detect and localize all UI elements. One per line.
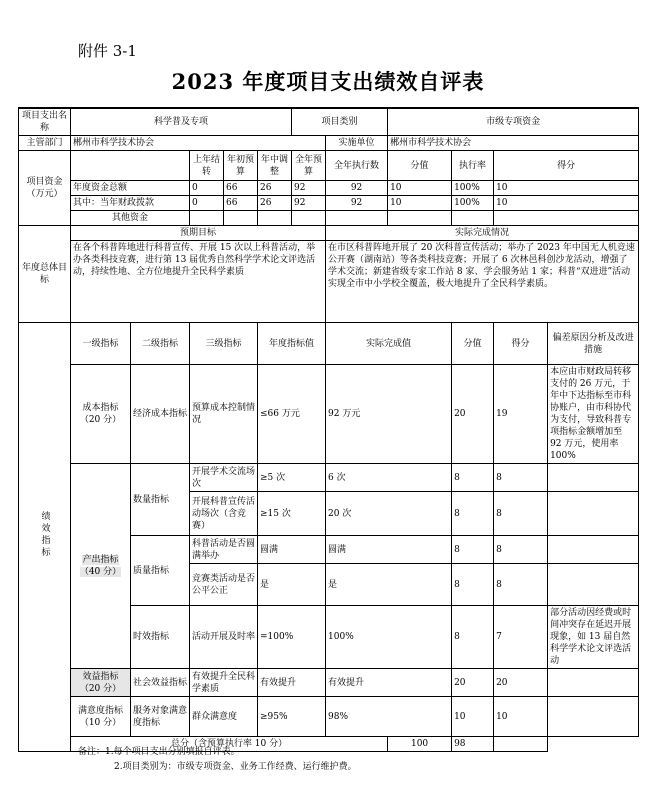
- funds-cell: 10: [494, 196, 639, 211]
- quantity-target: ≥15 次: [258, 492, 326, 536]
- actual-result-text: 在市区科普阵地开展了 20 次科普宣传活动；举办了 2023 年中国无人机竞速公开赛（湖南站）等各类科技竞赛；开展了 6 次林邑科创沙龙活动，增强了学术交流；新建省级专家工作站 8 家、学会服务站 1 家；科普“双进进”活动实现全市中小学校全覆盖，极大地提升了全民科学素质。: [326, 241, 639, 323]
- table-row: [19, 196, 639, 211]
- quality-target: 是: [258, 564, 326, 606]
- perf-label-cell: [19, 323, 71, 752]
- notes: [78, 745, 357, 775]
- quantity-l3: 开展科普宣传活动场次（含竞赛）: [190, 492, 258, 536]
- page-title: 2023 年度项目支出绩效自评表: [171, 69, 485, 94]
- cost-actual: 92 万元: [326, 365, 452, 464]
- quality-reason: [548, 564, 639, 606]
- time-l3: 活动开展及时率: [190, 606, 258, 669]
- benefit-l3: 有效提升全民科学素质: [190, 669, 258, 697]
- quality-l2: 质量指标: [131, 536, 190, 606]
- table-row: [19, 669, 639, 697]
- funds-header: 年初预算: [224, 151, 258, 181]
- dept-value: 郴州市科学技术协会: [71, 136, 326, 151]
- funds-cell: 0: [190, 196, 224, 211]
- table-row: [19, 181, 639, 196]
- cost-target: ≤66 万元: [258, 365, 326, 464]
- cost-l3: 预算成本控制情况: [190, 365, 258, 464]
- funds-header: 上年结转: [190, 151, 224, 181]
- note-1: 备注：1.每个项目支出分别填报自评表。: [78, 747, 240, 757]
- satisfaction-target: ≥95%: [258, 697, 326, 737]
- funds-header: 年中调整: [258, 151, 292, 181]
- time-target: =100%: [258, 606, 326, 669]
- quantity-reason: [548, 464, 639, 492]
- quality-l3: 科普活动是否圆满举办: [190, 536, 258, 564]
- quantity-score: 8: [452, 492, 494, 536]
- cost-reason: 本应由市财政局转移支付的 26 万元，于年中下达指标至市科协账户，由市科协代为支付，导致科普专项指标金额增加至 92 万元，使用率 100%: [548, 365, 639, 464]
- funds-cell: 100%: [452, 196, 494, 211]
- funds-cell: 92: [326, 181, 388, 196]
- satisfaction-reason: [548, 697, 639, 737]
- funds-cell: [258, 211, 292, 226]
- project-name-label: 项目支出名称: [19, 108, 71, 136]
- time-l2: 时效指标: [131, 606, 190, 669]
- satisfaction-l3: 群众满意度: [190, 697, 258, 737]
- total-label: 总分（含预算执行率 10 分）: [71, 737, 388, 752]
- funds-cell: 26: [258, 181, 292, 196]
- perf-header: 二级指标: [131, 323, 190, 365]
- funds-cell: 92: [326, 196, 388, 211]
- time-reason: 部分活动因经费或时间冲突存在延迟开展现象，如 13 届自然科学学术论文评选活动: [548, 606, 639, 669]
- funds-cell: [190, 211, 224, 226]
- benefit-got: 20: [494, 669, 548, 697]
- impl-value: 郴州市科学技术协会: [388, 136, 639, 151]
- funds-cell: 10: [494, 181, 639, 196]
- perf-header: 得分: [494, 323, 548, 365]
- funds-header-blank: [71, 151, 190, 181]
- quantity-l2: 数量指标: [131, 464, 190, 536]
- satisfaction-score: 10: [452, 697, 494, 737]
- project-name: 科学普及专项: [71, 108, 292, 136]
- total-reason: [494, 737, 548, 752]
- benefit-score: 20: [452, 669, 494, 697]
- funds-cell: 100%: [452, 181, 494, 196]
- dept-label: 主管部门: [19, 136, 71, 151]
- perf-header: 分值: [452, 323, 494, 365]
- funds-label: 项目资金（万元）: [19, 151, 71, 226]
- impl-label: 实施单位: [326, 136, 388, 151]
- time-got: 7: [494, 606, 548, 669]
- quality-got: 8: [494, 536, 548, 564]
- perf-header: 偏差原因分析及改进措施: [548, 323, 639, 365]
- funds-cell: [224, 211, 258, 226]
- quantity-got: 8: [494, 464, 548, 492]
- funds-cell: 66: [224, 196, 258, 211]
- perf-header: 一级指标: [71, 323, 131, 365]
- goals-label: 年度总体目标: [19, 226, 71, 323]
- actual-result-header: 实际完成情况: [326, 226, 639, 241]
- cost-l1: 成本指标（20 分）: [71, 365, 131, 464]
- quality-target: 圆满: [258, 536, 326, 564]
- funds-header: 得分: [494, 151, 639, 181]
- quantity-target: ≥5 次: [258, 464, 326, 492]
- evaluation-table: [18, 107, 639, 752]
- funds-cell: [388, 211, 452, 226]
- quality-l3: 竞赛类活动是否公平公正: [190, 564, 258, 606]
- quantity-actual: 20 次: [326, 492, 452, 536]
- project-type-label: 项目类别: [292, 108, 388, 136]
- funds-cell: [326, 211, 388, 226]
- time-score: 8: [452, 606, 494, 669]
- cost-l2: 经济成本指标: [131, 365, 190, 464]
- funds-header: 执行率: [452, 151, 494, 181]
- satisfaction-got: 10: [494, 697, 548, 737]
- benefit-actual: 有效提升: [326, 669, 452, 697]
- quantity-score: 8: [452, 464, 494, 492]
- perf-header: 实际完成值: [326, 323, 452, 365]
- quality-got: 8: [494, 564, 548, 606]
- output-l1: 产出指标（40 分）: [79, 555, 122, 577]
- funds-cell: [292, 211, 326, 226]
- expected-goal-header: 预期目标: [71, 226, 326, 241]
- funds-cell: 66: [224, 181, 258, 196]
- output-l1-cell: [71, 464, 131, 669]
- quantity-l3: 开展学术交流场次: [190, 464, 258, 492]
- perf-header: 年度指标值: [258, 323, 326, 365]
- funds-row-name: 年度资金总额: [71, 181, 190, 196]
- table-row: [19, 464, 639, 492]
- quality-score: 8: [452, 536, 494, 564]
- quality-actual: 是: [326, 564, 452, 606]
- funds-header: 全年执行数: [326, 151, 388, 181]
- cost-got: 19: [494, 365, 548, 464]
- quantity-reason: [548, 492, 639, 536]
- quality-score: 8: [452, 564, 494, 606]
- funds-cell: 92: [292, 196, 326, 211]
- funds-cell: 26: [258, 196, 292, 211]
- satisfaction-actual: 98%: [326, 697, 452, 737]
- satisfaction-l1: 满意度指标（10 分）: [71, 697, 131, 737]
- satisfaction-l2: 服务对象满意度指标: [131, 697, 190, 737]
- funds-cell: [494, 211, 639, 226]
- funds-cell: 0: [190, 181, 224, 196]
- cost-score: 20: [452, 365, 494, 464]
- funds-cell: 92: [292, 181, 326, 196]
- perf-header: 三级指标: [190, 323, 258, 365]
- perf-label: 绩效指标: [39, 511, 50, 559]
- quality-reason: [548, 536, 639, 564]
- funds-row-name: 其他资金: [71, 211, 190, 226]
- funds-cell: [452, 211, 494, 226]
- attachment-label: 附件 3-1: [78, 42, 137, 60]
- funds-cell: 10: [388, 196, 452, 211]
- total-got: 98: [452, 737, 494, 752]
- time-actual: 100%: [326, 606, 452, 669]
- table-row: [19, 211, 639, 226]
- total-score: 100: [388, 737, 452, 752]
- quality-actual: 圆满: [326, 536, 452, 564]
- expected-goal-text: 在各个科普阵地进行科普宣传、开展 15 次以上科普活动，举办各类科技竞赛，进行第 13 届优秀自然科学学术论文评选活动，持续性地、全方位地提升全民科学素质: [71, 241, 326, 323]
- table-row: [19, 365, 639, 464]
- quantity-got: 8: [494, 492, 548, 536]
- benefit-target: 有效提升: [258, 669, 326, 697]
- benefit-reason: [548, 669, 639, 697]
- funds-header: 全年预算: [292, 151, 326, 181]
- benefit-l1: 效益指标（20 分）: [71, 669, 131, 697]
- funds-header: 分值: [388, 151, 452, 181]
- table-row: [19, 697, 639, 737]
- benefit-l2: 社会效益指标: [131, 669, 190, 697]
- note-2: 2.项目类别为：市级专项资金、业务工作经费、运行维护费。: [114, 762, 357, 772]
- funds-row-name: 其中：当年财政拨款: [71, 196, 190, 211]
- project-type: 市级专项资金: [388, 108, 639, 136]
- funds-cell: 10: [388, 181, 452, 196]
- quantity-actual: 6 次: [326, 464, 452, 492]
